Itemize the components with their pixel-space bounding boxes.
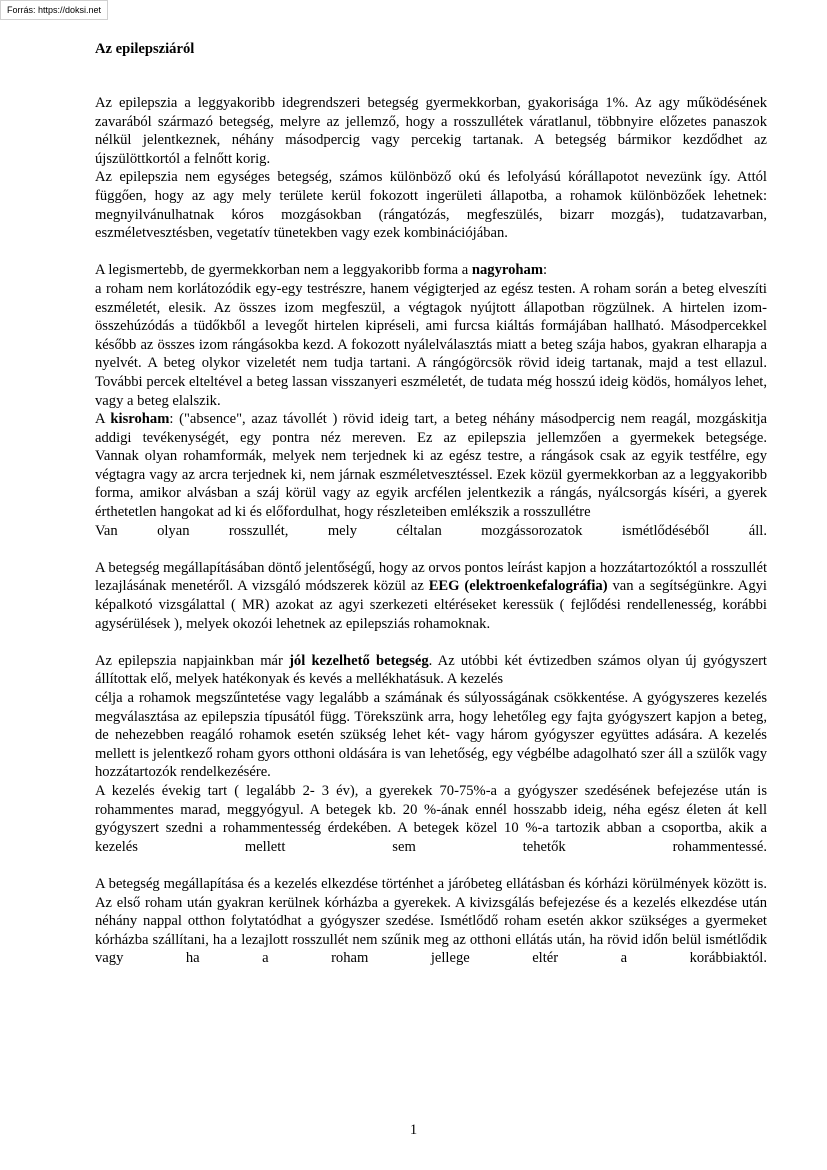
paragraph-intro: Az epilepszia a leggyakoribb idegrendszeri betegség gyermekkorban, gyakorisága 1%. Az agy működésének zavarából származó betegség, melyre az jellemző, hogy a rosszullétek váratlanul, többnyire előzetes panaszok nélkül jelentkeznek, néhány másodpercig vagy percekig tartanak. A betegség bármikor kezdődhet az újszülöttkortól a felnőtt korig. [95, 95, 767, 167]
term-eeg: EEG (elektroenkefalográfia) [428, 578, 608, 595]
paragraph-treatment-duration: A kezelés évekig tart ( legalább 2- 3 év), a gyerekek 70-75%-a a gyógyszer szedésének befejezése után is rohammentes marad, meggyógyul. A betegek kb. 20 %-ának ennél hosszabb ideig, néha egész életen át kell gyógyszert szedni a rohammentesség érdekében. A betegek közel 10 %-a tartozik abban a csoportba, akik a kezelés mellett sem tehetők rohammentessé. [95, 782, 767, 855]
document-page [95, 40, 767, 968]
term-kisroham: kisroham [110, 411, 170, 428]
paragraph-nagyroham: a roham nem korlátozódik egy-egy testrészre, hanem végigterjed az egész testen. A roham során a beteg elveszíti eszméletét, elesik. Az összes izom megfeszül, a végtagok nyújtott állapotban rögzülnek. A hirtelen izom-összehúzódás a tüdőkből a levegőt hirtelen kipréseli, ami furcsa kiáltás formájában hallható. Másodpercekkel később az összes izom rángásokba kezd. A fokozott nyálelválasztás miatt a beteg szája habos, gyakran elharapja a nyelvét. A beteg olykor vizeletét nem tudja tartani. A rángógörcsök rövid ideig tartanak, majd a test ellazul. További percek elteltével a beteg lassan visszanyeri eszméletét, de tudata még hosszú ideig ködös, homályos lehet, vagy a beteg elalszik. [95, 280, 767, 409]
paragraph-diagnosis: A betegség megállapításában döntő jelentőségű, hogy az orvos pontos leírást kapjon a hozzátartozóktól a rosszullét lezajlásának menetéről. A vizsgáló módszerek közül az EEG (elektroenkefalográfia) van a segítségünkre. Agyi képalkotó vizsgálattal ( MR) azokat az agyi szerkezeti eltéréseket keressük ( fejlődési rendellenesség, korábbi agysérülések ), melyek okozói lehetnek az epilepsziás rohamoknak. [95, 559, 767, 632]
paragraph-types: Az epilepszia nem egységes betegség, számos különböző okú és lefolyású kórállapotot nevezünk így. Attól függően, hogy az agy mely területe kerül fokozott ingerületi állapotba, a rohamok különbözőek lehetnek: megnyilvánulhatnak kóros mozgásokban (rángatózás, megfeszülés, bizarr mozgás), tudatzavarban, eszméletvesztésben, vegetatív tünetekben vagy ezek kombinációjában. [95, 169, 767, 242]
source-label: Forrás: https://doksi.net [0, 0, 108, 20]
page-number: 1 [409, 1122, 418, 1138]
paragraph-nagyroham-intro: A legismertebb, de gyermekkorban nem a leggyakoribb forma a nagyroham: [95, 262, 548, 279]
paragraph-partial: Vannak olyan rohamformák, melyek nem terjednek ki az egész testre, a rángások csak az egyik testfélre, egy végtagra vagy az arcra terjednek ki, nem járnak eszméletvesztéssel. Ezek közül gyermekkorban az a leggyakoribb forma, amikor alvásban a száj körül vagy az egyik arcfélen jelentkezik a rángás, nyálcsorgás kíséri, a gyerek érthetetlen hangokat ad ki és előfordulhat, hogy részleteiben emlékszik a rosszullétre [95, 448, 767, 521]
page-title: Az epilepsziáról [95, 41, 195, 57]
term-treatable: jól kezelhető betegség [289, 652, 429, 669]
paragraph-movement: Van olyan rosszullét, mely céltalan mozgássorozatok ismétlődéséből áll. [95, 522, 767, 539]
paragraph-treatment-goal: célja a rohamok megszűntetése vagy legalább a számának és súlyosságának csökkentése. A gyógyszeres kezelés megválasztása az epilepszia típusától függ. Törekszünk arra, hogy lehetőleg egy fajta gyógyszert kapjon a beteg, de nehezebben reagáló rohamok esetén szükség lehet két- vagy három gyógyszer együttes adására. A kezelés mellett is jelentkező roham gyors otthoni oldására is van lehetőség, egy végbélbe adagolható szer áll a szülők vagy hozzátartozók rendelkezésére. [95, 690, 767, 781]
term-nagyroham: nagyroham [471, 262, 543, 279]
paragraph-kisroham: A kisroham: ("absence", azaz távollét ) rövid ideig tart, a beteg néhány másodpercig nem reagál, mozgáskitja addigi tevékenységét, egy pontra néz mereven. Ez az epilepszia jellemzően a gyermekek betegsége. [95, 411, 767, 446]
paragraph-hospital: A betegség megállapítása és a kezelés elkezdése történhet a járóbeteg ellátásban és kórházi körülmények között is. Az első roham után gyakran kerülnek kórházba a gyerekek. A kivizsgálás befejezése és a kezelés elkezdése után néhány nappal otthon folytatódhat a gyógyszer szedése. Ismétlődő roham esetén akkor szükséges a gyermeket kórházba szállítani, ha a lezajlott rosszullét nem szűnik meg az otthoni ellátás után, ha rövid időn belül ismétlődik vagy ha a roham jellege eltér a korábbiaktól. [95, 875, 767, 967]
paragraph-treatable: Az epilepszia napjainkban már jól kezelhető betegség. Az utóbbi két évtizedben számos olyan új gyógyszert állítottak elő, melyek hatékonyak és kevés a mellékhatásuk. A kezelés [95, 652, 767, 688]
